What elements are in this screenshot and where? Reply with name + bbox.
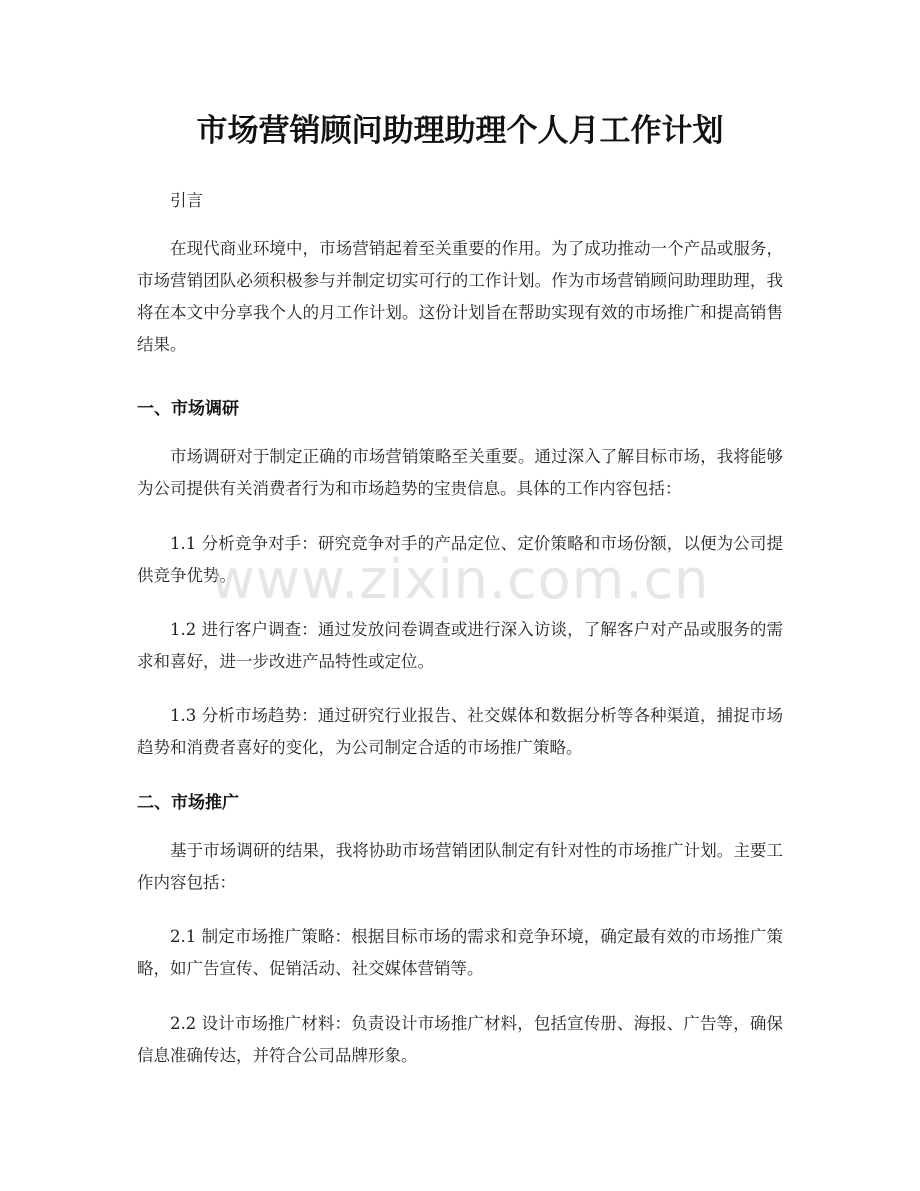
section-1-heading: 一、市场调研 — [137, 399, 239, 419]
section-1-intro: 市场调研对于制定正确的市场营销策略至关重要。通过深入了解目标市场，我将能够为公司提供有关消费者行为和市场趋势的宝贵信息。具体的工作内容包括： — [137, 447, 783, 498]
section-2-heading: 二、市场推广 — [137, 793, 239, 813]
section-1-item-3: 1.3 分析市场趋势：通过研究行业报告、社交媒体和数据分析等各种渠道，捕捉市场趋势和消费者喜好的变化，为公司制定合适的市场推广策略。 — [137, 706, 783, 757]
watermark: www.zixin.com.cn — [210, 548, 710, 611]
section-1-item-1: 1.1 分析竞争对手：研究竞争对手的产品定位、定价策略和市场份额，以便为公司提供竞争优势。 — [137, 534, 783, 585]
section-2-intro: 基于市场调研的结果，我将协助市场营销团队制定有针对性的市场推广计划。主要工作内容包括： — [137, 841, 783, 892]
document-title: 市场营销顾问助理助理个人月工作计划 — [196, 113, 724, 149]
section-2-item-1: 2.1 制定市场推广策略：根据目标市场的需求和竞争环境，确定最有效的市场推广策略，如广告宣传、促销活动、社交媒体营销等。 — [137, 927, 783, 978]
intro-paragraph: 在现代商业环境中，市场营销起着至关重要的作用。为了成功推动一个产品或服务，市场营销团队必须积极参与并制定切实可行的工作计划。作为市场营销顾问助理助理，我将在本文中分享我个人的月工作计划。这份计划旨在帮助实现有效的市场推广和提高销售结果。 — [137, 239, 783, 354]
section-1-item-2: 1.2 进行客户调查：通过发放问卷调查或进行深入访谈，了解客户对产品或服务的需求和喜好，进一步改进产品特性或定位。 — [137, 620, 783, 671]
section-2-item-2: 2.2 设计市场推广材料：负责设计市场推广材料，包括宣传册、海报、广告等，确保信息准确传达，并符合公司品牌形象。 — [137, 1014, 783, 1065]
intro-label: 引言 — [170, 191, 203, 210]
